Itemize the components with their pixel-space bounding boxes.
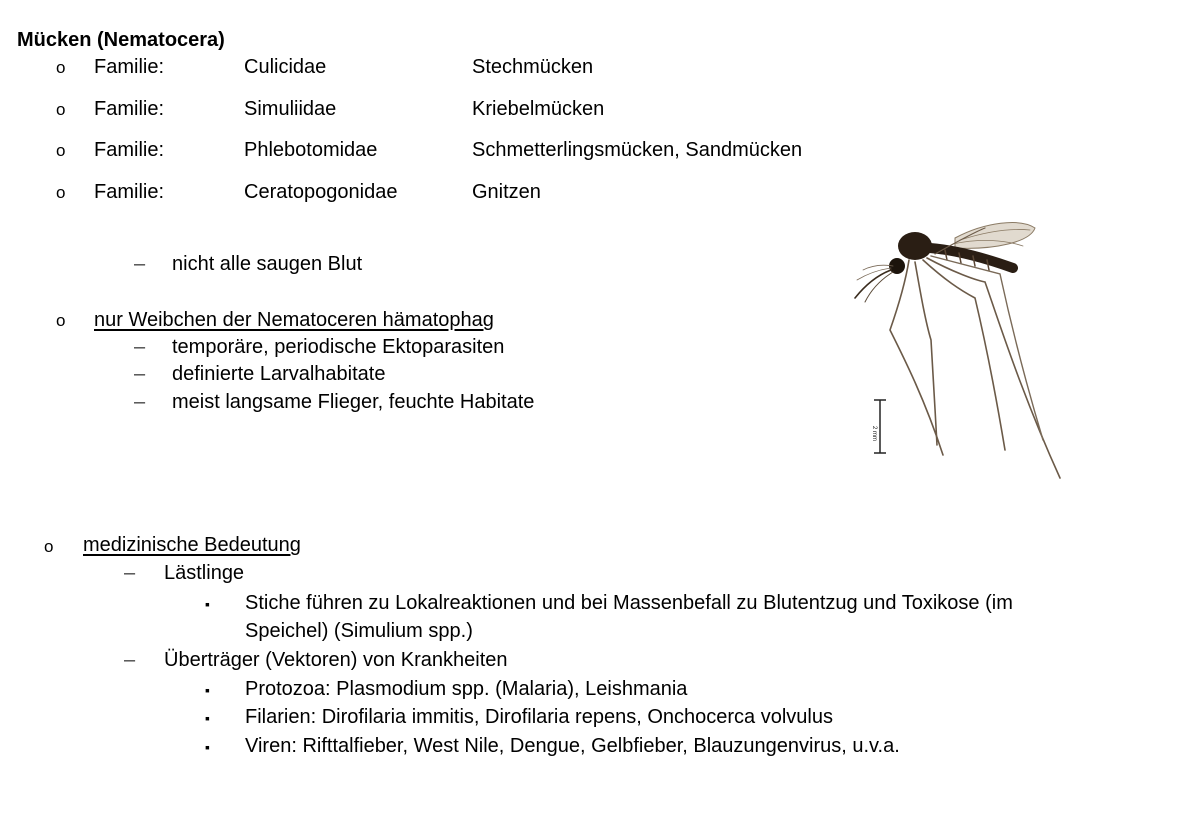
dash-bullet: – bbox=[124, 649, 136, 671]
page-title: Mücken (Nematocera) bbox=[17, 29, 225, 51]
circle-bullet: o bbox=[44, 537, 54, 556]
family-name: Simuliidae bbox=[244, 98, 337, 120]
dash-bullet: – bbox=[134, 363, 146, 385]
square-bullet: ▪ bbox=[205, 739, 210, 755]
dash-bullet: – bbox=[134, 336, 146, 358]
haematophag-item: meist langsame Flieger, feuchte Habitate bbox=[172, 391, 535, 413]
family-label: Familie: bbox=[94, 98, 165, 120]
circle-bullet: o bbox=[56, 183, 66, 202]
dash-bullet: – bbox=[134, 253, 146, 275]
note-text: nicht alle saugen Blut bbox=[172, 253, 363, 275]
haematophag-item: definierte Larvalhabitate bbox=[172, 363, 386, 385]
square-bullet: ▪ bbox=[205, 710, 210, 726]
circle-bullet: o bbox=[56, 311, 66, 330]
mosquito-image bbox=[835, 210, 1075, 490]
vektoren-label: Überträger (Vektoren) von Krankheiten bbox=[164, 649, 508, 671]
haematophag-item: temporäre, periodische Ektoparasiten bbox=[172, 336, 505, 358]
family-label: Familie: bbox=[94, 56, 165, 78]
laestlinge-item-continued: Speichel) (Simulium spp.) bbox=[245, 620, 473, 642]
vektoren-item: Protozoa: Plasmodium spp. (Malaria), Leishmania bbox=[245, 678, 688, 700]
family-common-name: Stechmücken bbox=[472, 56, 594, 78]
family-name: Phlebotomidae bbox=[244, 139, 378, 161]
square-bullet: ▪ bbox=[205, 596, 210, 612]
circle-bullet: o bbox=[56, 58, 66, 77]
haematophag-heading: nur Weibchen der Nematoceren hämatophag bbox=[94, 309, 494, 331]
circle-bullet: o bbox=[56, 100, 66, 119]
family-label: Familie: bbox=[94, 139, 165, 161]
family-label: Familie: bbox=[94, 181, 165, 203]
vektoren-item: Viren: Rifttalfieber, West Nile, Dengue, Gelbfieber, Blauzungenvirus, u.v.a. bbox=[245, 735, 900, 757]
dash-bullet: – bbox=[134, 391, 146, 413]
dash-bullet: – bbox=[124, 562, 136, 584]
family-common-name: Gnitzen bbox=[472, 181, 541, 203]
laestlinge-item: Stiche führen zu Lokalreaktionen und bei Massenbefall zu Blutentzug und Toxikose (im bbox=[245, 592, 1013, 614]
family-common-name: Schmetterlingsmücken, Sandmücken bbox=[472, 139, 803, 161]
circle-bullet: o bbox=[56, 141, 66, 160]
family-name: Ceratopogonidae bbox=[244, 181, 398, 203]
scale-label: 2 mm bbox=[871, 426, 877, 441]
medical-heading: medizinische Bedeutung bbox=[83, 534, 301, 556]
laestlinge-label: Lästlinge bbox=[164, 562, 245, 584]
square-bullet: ▪ bbox=[205, 682, 210, 698]
vektoren-item: Filarien: Dirofilaria immitis, Dirofilaria repens, Onchocerca volvulus bbox=[245, 706, 833, 728]
family-name: Culicidae bbox=[244, 56, 327, 78]
family-common-name: Kriebelmücken bbox=[472, 98, 605, 120]
